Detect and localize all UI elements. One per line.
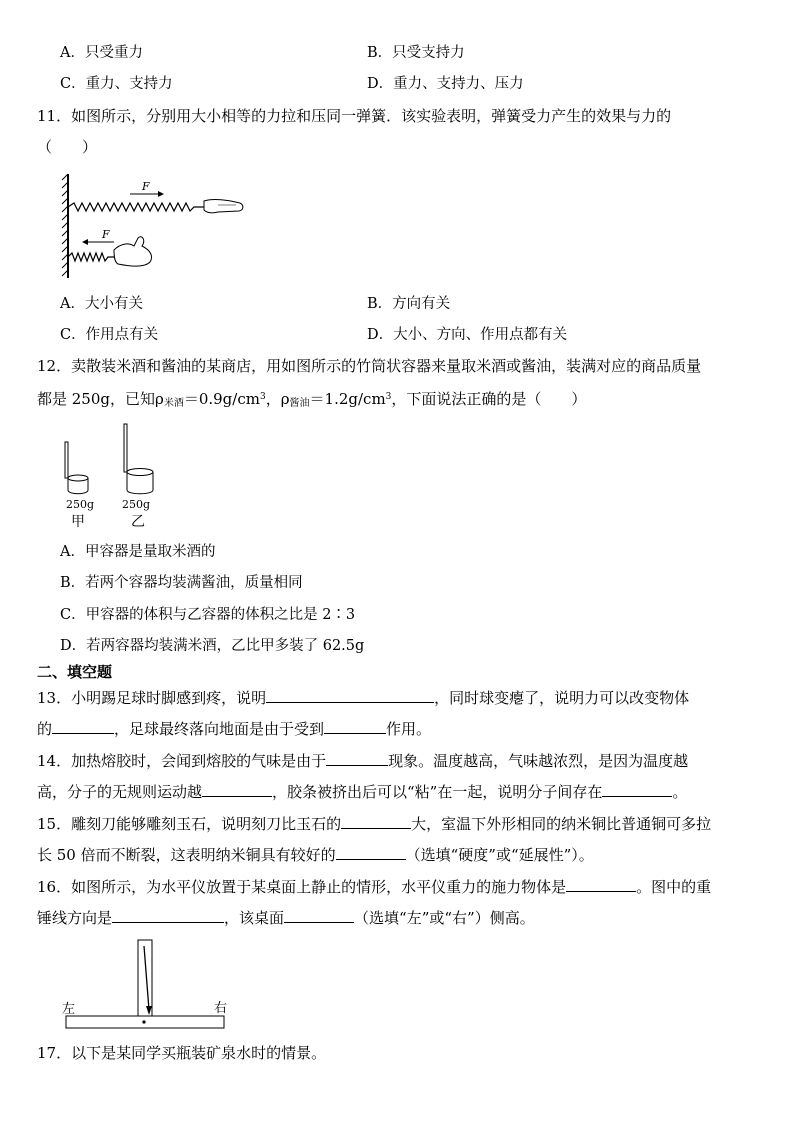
- section-title-fill-blank: 二、填空题: [37, 663, 113, 681]
- q12-sub-soy-sauce: 酱油: [289, 398, 310, 409]
- q12-stem-line-1: 12．卖散装米酒和酱油的某商店，用如图所示的竹筒状容器来量取米酒或酱油，装满对应的商品质量: [37, 357, 702, 375]
- q16-blank-2[interactable]: [112, 907, 224, 923]
- q11-option-b: B．方向有关: [367, 296, 451, 312]
- q14-blank-1[interactable]: [326, 750, 388, 766]
- q10-option-a: A．只受重力: [60, 45, 143, 61]
- mass-label-jia: 250g: [66, 498, 95, 511]
- q14-blank-3[interactable]: [602, 781, 672, 797]
- q13-line-1: [37, 687, 689, 708]
- q10-option-c: C．重力、支持力: [60, 76, 173, 92]
- q10-option-d: D．重力、支持力、压力: [367, 76, 524, 92]
- q16-blank-3[interactable]: [284, 907, 354, 923]
- level-instrument-figure: [58, 936, 238, 1036]
- force-label-push: F: [102, 228, 110, 241]
- container-name-yi: 乙: [131, 514, 145, 530]
- q16-text-c: 锤线方向是: [37, 909, 113, 927]
- q13-text-c: 的: [37, 720, 53, 738]
- q15-text-c: 长 50 倍而不断裂，这表明纳米铜具有较好的: [37, 846, 336, 864]
- q11-stem-line-2: （ ）: [37, 138, 98, 156]
- q12-option-d: D．若两容器均装满米酒，乙比甲多装了 62.5g: [60, 638, 365, 654]
- q14-blank-2[interactable]: [202, 781, 272, 797]
- q17-line-1: 17．以下是某同学买瓶装矿泉水时的情景。: [37, 1044, 327, 1062]
- q12-option-b: B．若两个容器均装满酱油，质量相同: [60, 575, 303, 591]
- mass-label-yi: 250g: [122, 498, 151, 511]
- q11-option-a: A．大小有关: [60, 296, 143, 312]
- q11-option-d: D．大小、方向、作用点都有关: [367, 327, 568, 343]
- q16-text-b: 。图中的重: [636, 878, 712, 896]
- q11-stem-line-1: 11．如图所示，分别用大小相等的力拉和压同一弹簧．该实验表明，弹簧受力产生的效果与力的: [37, 107, 672, 125]
- q12-sup-2: 3: [385, 392, 392, 402]
- q14-line-1: [37, 750, 688, 771]
- q12-text-e: ，下面说法正确的是（ ）: [391, 390, 587, 408]
- q13-blank-1[interactable]: [266, 687, 434, 703]
- q16-blank-1[interactable]: [566, 876, 636, 892]
- q16-text-e: （选填“左”或“右”）侧高。: [354, 909, 535, 927]
- q16-text-d: ，该桌面: [224, 909, 285, 927]
- q15-text-a: 15．雕刻刀能够雕刻玉石，说明刻刀比玉石的: [37, 815, 342, 833]
- q12-stem-line-2: [37, 387, 586, 414]
- q13-blank-3[interactable]: [324, 718, 386, 734]
- q14-text-b: 现象。温度越高，气味越浓烈，是因为温度越: [388, 752, 689, 770]
- q12-text-c: ，ρ: [265, 390, 290, 408]
- right-label: 右: [214, 1001, 228, 1016]
- q16-text-a: 16．如图所示，为水平仪放置于某桌面上静止的情形，水平仪重力的施力物体是: [37, 878, 567, 896]
- q13-text-d: ，足球最终落向地面是由于受到: [114, 720, 325, 738]
- q15-line-2: [37, 844, 594, 865]
- left-label: 左: [62, 1002, 76, 1017]
- q14-text-a: 14．加热熔胶时，会闻到熔胶的气味是由于: [37, 752, 327, 770]
- q10-option-b: B．只受支持力: [367, 45, 465, 61]
- force-label-pull: F: [142, 180, 150, 193]
- q13-text-e: 作用。: [386, 720, 432, 738]
- q12-text-d: ＝1.2g/cm: [309, 390, 386, 408]
- q14-text-d: ，胶条被挤出后可以“粘”在一起，说明分子间存在: [272, 783, 603, 801]
- q15-text-d: （选填“硬度”或“延展性”）。: [405, 846, 594, 864]
- q12-sub-rice-wine: 米酒: [163, 398, 184, 409]
- q13-text-b: ，同时球变瘪了，说明力可以改变物体: [434, 689, 690, 707]
- q15-blank-2[interactable]: [336, 844, 406, 860]
- q11-option-c: C．作用点有关: [60, 327, 159, 343]
- q16-line-1: [37, 876, 711, 897]
- q15-line-1: [37, 813, 711, 834]
- q12-sup-1: 3: [259, 392, 266, 402]
- containers-figure: [58, 420, 168, 536]
- q12-text-b: ＝0.9g/cm: [183, 390, 260, 408]
- q14-line-2: [37, 781, 687, 802]
- q15-text-b: 大，室温下外形相同的纳米铜比普通铜可多拉: [411, 815, 712, 833]
- q13-blank-2[interactable]: [52, 718, 114, 734]
- q12-option-a: A．甲容器是量取米酒的: [60, 544, 216, 560]
- q12-option-c: C．甲容器的体积与乙容器的体积之比是 2∶3: [60, 607, 356, 623]
- spring-figure: [58, 170, 248, 286]
- q14-text-c: 高，分子的无规则运动越: [37, 783, 203, 801]
- q12-text-a: 都是 250g，已知ρ: [37, 390, 164, 408]
- q15-blank-1[interactable]: [341, 813, 411, 829]
- container-name-jia: 甲: [71, 514, 85, 530]
- q14-text-e: 。: [672, 783, 688, 801]
- q16-line-2: [37, 907, 535, 928]
- q13-text-a: 13．小明踢足球时脚感到疼，说明: [37, 689, 267, 707]
- q13-line-2: [37, 718, 431, 739]
